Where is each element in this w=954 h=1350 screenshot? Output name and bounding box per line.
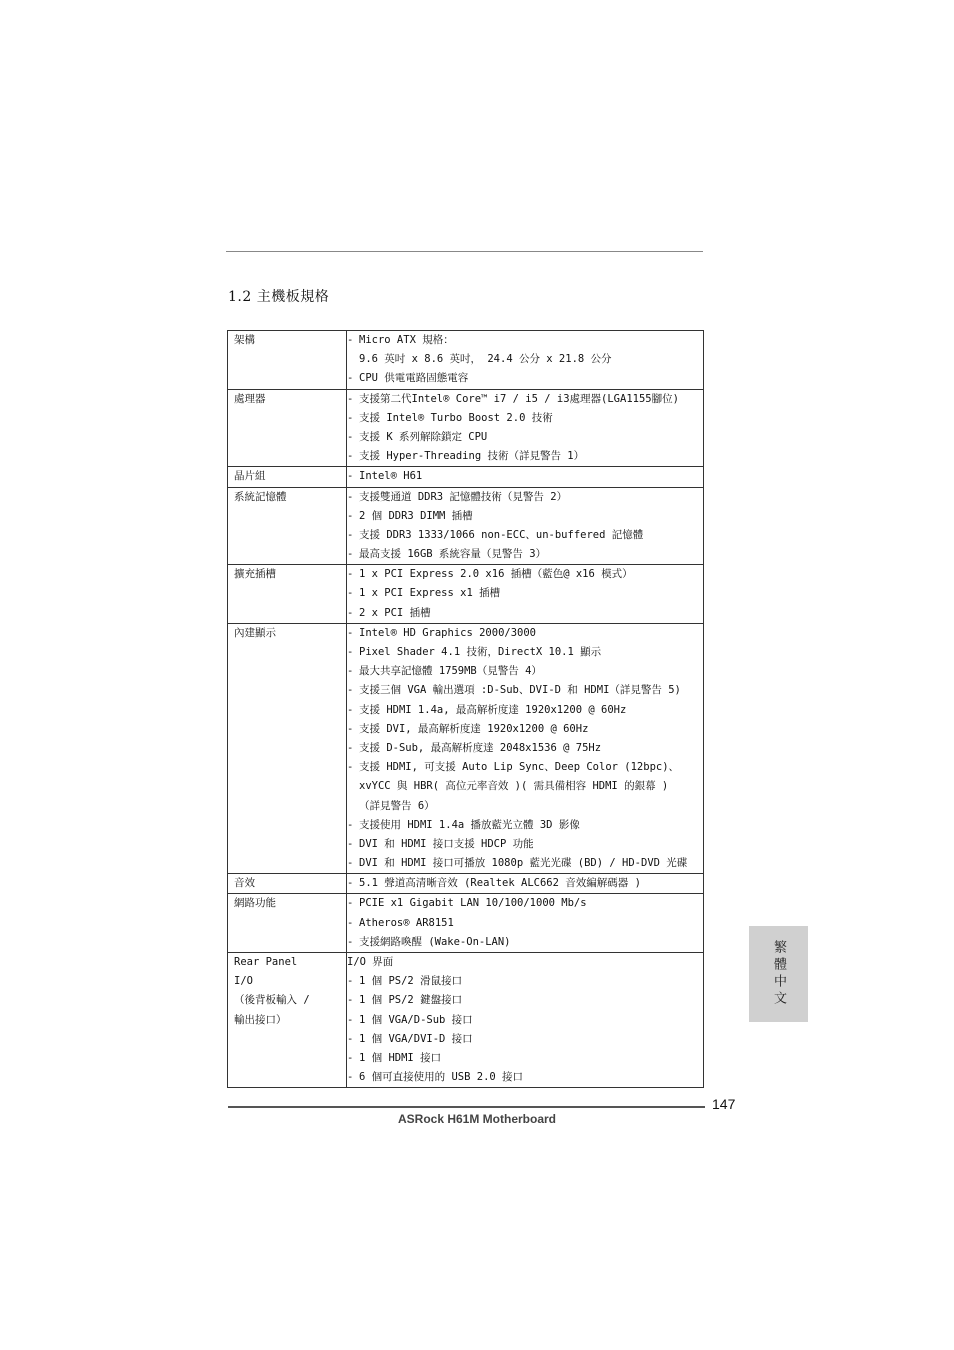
spec-value-line [347, 972, 703, 991]
spec-value-text: 支援 HDMI 1.4a, 最高解析度達 1920x1200 @ 60Hz [359, 703, 627, 716]
spec-value-text: 1 個 VGA/D-Sub 接口 [359, 1013, 473, 1026]
spec-value-line [347, 624, 703, 643]
language-tab-label: 繁體中文 [771, 940, 786, 1008]
spec-value-text: 最大共享記憶體 1759MB（見警告 4） [359, 665, 542, 678]
spec-label [228, 894, 347, 953]
bullet-dash: - [347, 665, 354, 678]
spec-value-line [347, 777, 703, 796]
spec-row [228, 331, 704, 390]
bullet-dash: - [347, 741, 354, 754]
spec-value-text: Pixel Shader 4.1 技術，DirectX 10.1 顯示 [359, 646, 602, 658]
spec-value-line [347, 409, 703, 428]
spec-value-line [347, 604, 703, 623]
spec-value-line [347, 681, 703, 700]
spec-label-line: （後背板輸入 / [234, 994, 310, 1007]
bullet-dash: - [347, 935, 354, 948]
spec-label-line: 架構 [234, 334, 255, 346]
spec-label [228, 487, 347, 565]
bullet-dash: - [347, 722, 354, 735]
bullet-dash: - [347, 392, 354, 405]
spec-value-text: 1 個 PS/2 滑鼠接口 [359, 975, 463, 988]
bullet-dash: - [347, 606, 354, 619]
language-tab [749, 926, 808, 1022]
spec-value-line [347, 933, 703, 952]
spec-value-text: PCIE x1 Gigabit LAN 10/100/1000 Mb/s [359, 897, 587, 910]
bullet-dash: - [347, 411, 354, 424]
spec-values [347, 953, 704, 1088]
spec-label [228, 623, 347, 873]
spec-value-text: 支援雙通道 DDR3 記憶體技術（見警告 2） [359, 490, 568, 503]
spec-value-text: 1 個 VGA/DVI-D 接口 [359, 1032, 473, 1045]
spec-value-text: DVI 和 HDMI 接口可播放 1080p 藍光光碟 (BD) / HD-DVD 光碟 [359, 857, 688, 870]
spec-values [347, 623, 704, 873]
bullet-dash: - [347, 568, 354, 581]
spec-value-text: 6 個可直接使用的 USB 2.0 接口 [359, 1071, 524, 1084]
spec-value-text: 支援第二代Intel® Core™ i7 / i5 / i3處理器(LGA1155腳位) [359, 392, 679, 405]
spec-value-text: 支援 Intel® Turbo Boost 2.0 技術 [359, 411, 553, 424]
spec-row [228, 467, 704, 487]
bullet-dash: - [347, 528, 354, 541]
spec-values [347, 467, 704, 487]
spec-label-line: Rear Panel [234, 956, 298, 968]
spec-value-line [347, 584, 703, 603]
spec-row [228, 565, 704, 624]
bullet-dash: - [347, 646, 354, 658]
spec-value-line [347, 390, 703, 409]
spec-value-line [347, 1049, 703, 1068]
spec-values [347, 487, 704, 565]
spec-value-line [347, 467, 703, 486]
spec-value-text: 支援網路喚醒 (Wake-On-LAN) [359, 935, 511, 948]
bullet-dash: - [347, 703, 354, 716]
spec-row [228, 487, 704, 565]
spec-value-text: Micro ATX 規格： [359, 334, 454, 346]
spec-row [228, 623, 704, 873]
spec-label-line: 晶片組 [234, 470, 266, 483]
spec-value-text: 5.1 聲道高清晰音效 (Realtek ALC662 音效編解碼器 ) [359, 877, 641, 890]
spec-value-text: 支援 HDMI, 可支援 Auto Lip Sync、Deep Color (12bpc)、 [359, 761, 680, 774]
spec-value-line [347, 894, 703, 913]
spec-value-line [347, 835, 703, 854]
spec-value-line [347, 758, 703, 777]
spec-values [347, 874, 704, 894]
spec-value-text: 支援 K 系列解除鎖定 CPU [359, 430, 488, 443]
bullet-dash: - [347, 372, 354, 385]
spec-label [228, 389, 347, 467]
spec-value-line [347, 701, 703, 720]
spec-value-text: 支援 D-Sub, 最高解析度達 2048x1536 @ 75Hz [359, 741, 602, 754]
spec-label-line: 擴充插槽 [234, 568, 276, 581]
spec-value-line [347, 545, 703, 564]
spec-value-text: I/O 界面 [347, 956, 394, 968]
bullet-dash: - [347, 470, 354, 483]
bullet-dash: - [347, 916, 354, 929]
spec-value-text: 支援 Hyper-Threading 技術（詳見警告 1） [359, 450, 585, 463]
spec-value-line [347, 350, 703, 369]
bullet-dash: - [347, 877, 354, 890]
bullet-dash: - [347, 975, 354, 988]
spec-value-text: Intel® H61 [359, 470, 423, 483]
spec-row [228, 894, 704, 953]
spec-value-text: DVI 和 HDMI 接口支援 HDCP 功能 [359, 837, 534, 850]
spec-value-text: 9.6 英吋 x 8.6 英吋， 24.4 公分 x 21.8 公分 [359, 353, 612, 366]
spec-label-line: 系統記憶體 [234, 490, 287, 503]
bullet-dash: - [347, 1032, 354, 1045]
bullet-dash: - [347, 450, 354, 463]
spec-value-text: Atheros® AR8151 [359, 916, 454, 929]
spec-label [228, 331, 347, 390]
spec-value-line [347, 797, 703, 816]
spec-label [228, 874, 347, 894]
bullet-dash: - [347, 994, 354, 1007]
spec-value-text: 2 x PCI 插槽 [359, 606, 431, 619]
spec-row [228, 953, 704, 1088]
spec-label-line: 內建顯示 [234, 626, 276, 639]
bullet-dash: - [347, 626, 354, 639]
page-number: 147 [712, 1096, 736, 1112]
spec-value-line [347, 914, 703, 933]
spec-value-text: Intel® HD Graphics 2000/3000 [359, 626, 537, 639]
spec-value-text: （詳見警告 6） [359, 799, 435, 812]
spec-value-line [347, 816, 703, 835]
bullet-dash: - [347, 1051, 354, 1064]
bullet-dash: - [347, 837, 354, 850]
bullet-dash: - [347, 509, 354, 522]
bottom-rule [228, 1106, 705, 1108]
spec-value-text: 2 個 DDR3 DIMM 插槽 [359, 509, 473, 522]
spec-value-text: 1 x PCI Express x1 插槽 [359, 587, 501, 600]
spec-values [347, 894, 704, 953]
spec-value-text: 支援 DDR3 1333/1066 non-ECC、un-buffered 記憶體 [359, 528, 644, 541]
spec-value-text: xvYCC 與 HBR( 高位元率音效 )( 需具備相容 HDMI 的銀幕 ) [359, 780, 669, 793]
spec-value-line [347, 526, 703, 545]
spec-values [347, 331, 704, 390]
spec-value-line [347, 369, 703, 388]
spec-value-line [347, 488, 703, 507]
spec-label-line: 輸出接口） [234, 1013, 287, 1026]
spec-value-line [347, 643, 703, 662]
bullet-dash: - [347, 761, 354, 774]
spec-value-line [347, 1030, 703, 1049]
spec-value-line [347, 953, 703, 972]
bullet-dash: - [347, 430, 354, 443]
top-rule [226, 251, 703, 252]
spec-value-line [347, 1068, 703, 1087]
spec-label [228, 467, 347, 487]
bullet-dash: - [347, 818, 354, 831]
spec-value-line [347, 662, 703, 681]
spec-label [228, 565, 347, 624]
bullet-dash: - [347, 548, 354, 561]
spec-value-text: 支援 DVI, 最高解析度達 1920x1200 @ 60Hz [359, 722, 589, 735]
bullet-dash: - [347, 587, 354, 600]
spec-label-line: 處理器 [234, 392, 266, 405]
spec-value-line [347, 428, 703, 447]
spec-label-line: 音效 [234, 877, 255, 890]
bullet-dash: - [347, 490, 354, 503]
spec-value-text: 最高支援 16GB 系統容量（見警告 3） [359, 548, 547, 561]
spec-label [228, 953, 347, 1088]
spec-value-line [347, 720, 703, 739]
spec-value-line [347, 739, 703, 758]
bullet-dash: - [347, 334, 354, 346]
spec-value-text: CPU 供電電路固態電容 [359, 372, 469, 385]
spec-value-text: 支援三個 VGA 輸出選項 :D-Sub、DVI-D 和 HDMI（詳見警告 5) [359, 684, 681, 697]
footer-title: ASRock H61M Motherboard [397, 1112, 557, 1126]
spec-values [347, 389, 704, 467]
spec-value-line [347, 331, 703, 350]
spec-value-text: 1 個 HDMI 接口 [359, 1051, 442, 1064]
spec-value-line [347, 874, 703, 893]
section-title: 1.2 主機板規格 [228, 289, 330, 305]
spec-value-text: 支援使用 HDMI 1.4a 播放藍光立體 3D 影像 [359, 818, 580, 831]
spec-row [228, 389, 704, 467]
spec-row [228, 874, 704, 894]
spec-value-line [347, 991, 703, 1010]
bullet-dash: - [347, 1013, 354, 1026]
spec-label-line: 網路功能 [234, 897, 276, 910]
bullet-dash: - [347, 897, 354, 910]
spec-value-line [347, 565, 703, 584]
bullet-dash: - [347, 857, 354, 870]
spec-label-line: I/O [234, 975, 253, 988]
spec-value-text: 1 x PCI Express 2.0 x16 插槽（藍色@ x16 模式） [359, 568, 633, 581]
spec-value-text: 1 個 PS/2 鍵盤接口 [359, 994, 463, 1007]
spec-values [347, 565, 704, 624]
bullet-dash: - [347, 1071, 354, 1084]
spec-table [227, 330, 704, 1088]
spec-value-line [347, 854, 703, 873]
spec-value-line [347, 507, 703, 526]
spec-value-line [347, 1011, 703, 1030]
bullet-dash: - [347, 684, 354, 697]
spec-value-line [347, 447, 703, 466]
